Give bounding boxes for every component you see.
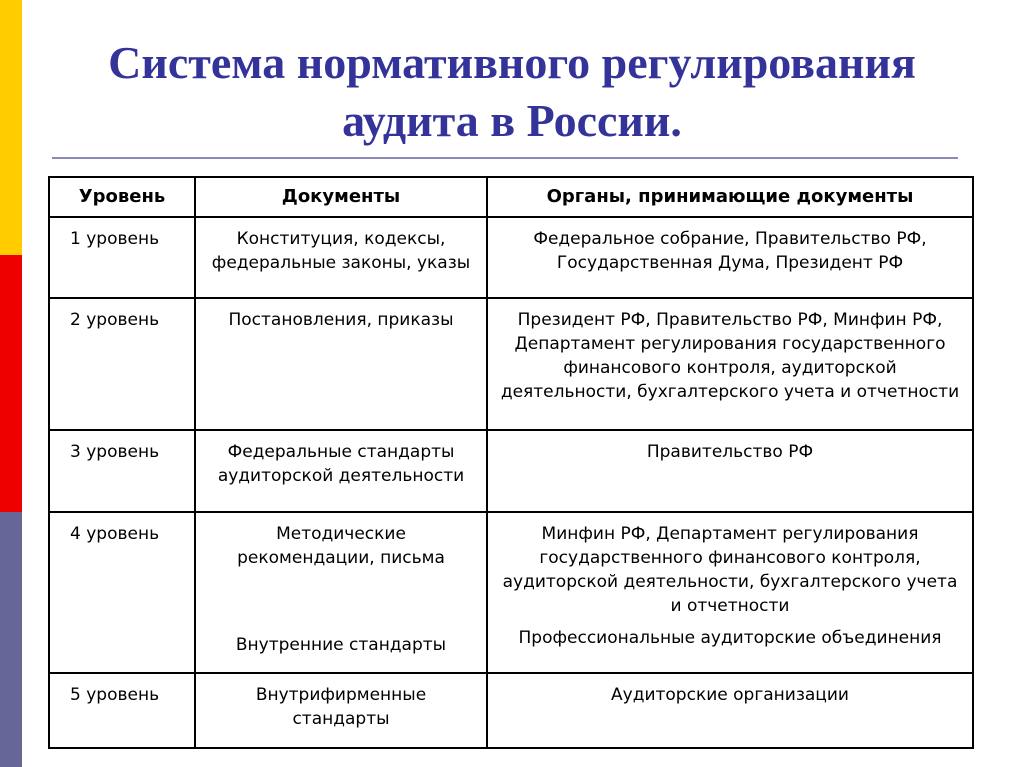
cell-level: 3 уровень [49, 430, 195, 512]
cell-documents: Внутрифирменные стандарты [195, 673, 487, 748]
cell-bodies-secondary: Профессиональные аудиторские объединения [518, 628, 942, 648]
cell-bodies [487, 512, 973, 673]
title-divider [52, 157, 958, 159]
cell-level: 2 уровень [49, 298, 195, 430]
cell-bodies: Аудиторские организации [487, 673, 973, 748]
cell-documents: Конституция, кодексы, федеральные законы, указы [195, 217, 487, 298]
slide-title-line-1: Система нормативного регулирования [108, 37, 916, 88]
cell-bodies: Правительство РФ [487, 430, 973, 512]
regulation-table [48, 176, 974, 749]
accent-bar-yellow [0, 0, 22, 255]
table-row [49, 673, 973, 748]
table-row [49, 217, 973, 298]
cell-level: 5 уровень [49, 673, 195, 748]
cell-bodies-primary: Минфин РФ, Департамент регулирования государственного финансового контроля, аудиторской деятельности, бухгалтерского учета и отчетности [502, 524, 958, 616]
table-row [49, 430, 973, 512]
cell-documents: Постановления, приказы [195, 298, 487, 430]
cell-level: 4 уровень [49, 512, 195, 673]
header-bodies: Органы, принимающие документы [487, 177, 973, 217]
cell-level: 1 уровень [49, 217, 195, 298]
accent-bar-purple [0, 512, 22, 767]
header-documents: Документы [195, 177, 487, 217]
cell-documents [195, 512, 487, 673]
cell-documents-primary: Методические рекомендации, письма [237, 524, 445, 568]
accent-bar-red [0, 255, 22, 512]
slide-title-line-2: аудита в России. [342, 95, 682, 146]
cell-bodies: Федеральное собрание, Правительство РФ, Государственная Дума, Президент РФ [487, 217, 973, 298]
header-level: Уровень [49, 177, 195, 217]
table-row [49, 298, 973, 430]
table-row [49, 512, 973, 673]
cell-bodies: Президент РФ, Правительство РФ, Минфин РФ, Департамент регулирования государственного финансового контроля, аудиторской деятельности, бухгалтерского учета и отчетности [487, 298, 973, 430]
table-header-row [49, 177, 973, 217]
cell-documents: Федеральные стандарты аудиторской деятельности [195, 430, 487, 512]
cell-documents-secondary: Внутренние стандарты [235, 635, 447, 655]
slide-title [40, 34, 984, 150]
